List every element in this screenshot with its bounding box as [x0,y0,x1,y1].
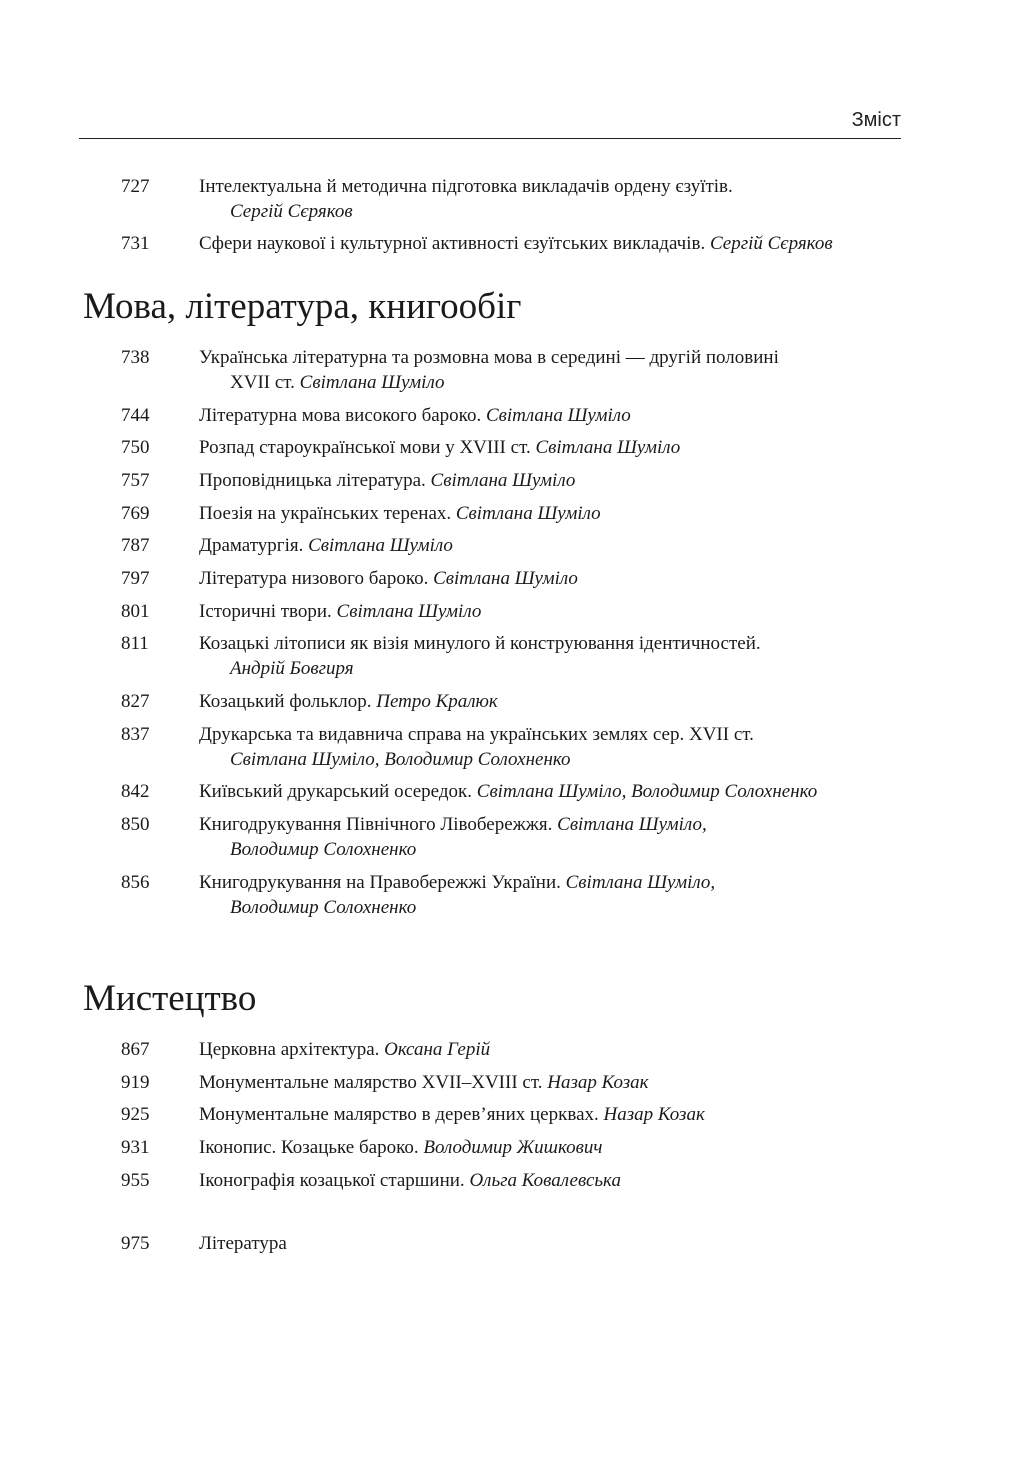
entry-title: Монументальне малярство в дерев’яних церквах. [199,1104,599,1125]
page-number: 769 [121,503,150,524]
section-title: Мова, література, книгообіг [83,286,522,327]
page-number: 931 [121,1137,150,1158]
entry-title: Церковна архітектура. [199,1039,380,1060]
entry-title: Історичні твори. [199,601,332,622]
entry-author: Сергій Сєряков [709,233,833,254]
entry-title: Література низового бароко. [199,568,429,589]
entry-title: Проповідницька література. [199,470,426,491]
page-number: 801 [121,601,150,622]
section-title: Мистецтво [83,978,257,1019]
entry-author: Світлана Шуміло [433,568,578,589]
entry-title: Монументальне малярство XVII–XVIII ст. [199,1072,543,1093]
entry-title: Драматургія. [199,535,304,556]
entry-title-continuation: XVII ст. [230,372,295,393]
entry-title: Розпад староукраїнської мови у XVIII ст. [199,437,531,458]
entry-author: Назар Козак [547,1072,649,1093]
entry-title: Іконографія козацької старшини. [199,1170,465,1191]
entry-title: Літературна мова високого бароко. [199,405,482,426]
entry-author: Петро Кралюк [376,691,498,712]
page-number: 842 [121,781,150,802]
page-number: 856 [121,872,150,893]
running-head [79,106,901,139]
entry-author: Світлана Шуміло [455,503,601,524]
entry-author: Світлана Шуміло [308,535,453,556]
page-number: 744 [121,405,150,426]
entry-author: Світлана Шуміло, [565,872,716,893]
entry-author: Світлана Шуміло, [557,814,707,835]
page-number: 850 [121,814,150,835]
entry-title: Іконопис. Козацьке бароко. [199,1137,419,1158]
entry-title: Українська літературна та розмовна мова в середині — другій половині [199,347,779,368]
entry-title: Козацькі літописи як візія минулого й конструювання ідентичностей. [199,633,761,654]
entry-author: Андрій Бовгиря [230,658,354,679]
entry-title: Поезія на українських теренах. [199,503,452,524]
running-head-title: Зміст [851,109,901,131]
entry-author: Світлана Шуміло, Володимир Солохненко [230,749,571,770]
page-number: 738 [121,347,150,368]
page-number: 731 [121,233,150,254]
entry-title: Козацький фольклор. [199,691,372,712]
entry-author: Володимир Жишкович [423,1137,603,1158]
page-number: 837 [121,724,150,745]
entry-author: Світлана Шуміло, Володимир Солохненко [476,781,818,802]
page-number: 867 [121,1039,150,1060]
entry-title: Друкарська та видавнича справа на українських землях сер. XVII ст. [199,724,754,745]
page-number: 787 [121,535,150,556]
entry-title: Інтелектуальна й методична підготовка викладачів ордену єзуїтів. [199,176,733,197]
page-number: 955 [121,1170,150,1191]
page-number: 797 [121,568,150,589]
page-number: 919 [121,1072,150,1093]
page-number: 975 [121,1233,150,1254]
entry-author: Світлана Шуміло [485,405,631,426]
entry-title: Література [199,1233,287,1254]
entry-author: Світлана Шуміло [336,601,482,622]
page-number: 750 [121,437,150,458]
entry-author: Світлана Шуміло [299,372,445,393]
page-number: 925 [121,1104,150,1125]
entry-title: Київський друкарський осередок. [199,781,473,802]
entry-title: Сфери наукової і культурної активності єзуїтських викладачів. [199,233,706,254]
entry-author: Світлана Шуміло [535,437,681,458]
page-number: 727 [121,176,150,197]
page-number: 811 [121,633,149,654]
entry-author: Оксана Герій [384,1039,491,1060]
entry-author: Назар Козак [603,1104,705,1125]
entry-author: Сергій Сєряков [230,201,353,222]
entry-title: Книгодрукування на Правобережжі України. [199,872,561,893]
page-number: 827 [121,691,150,712]
entry-author-continuation: Володимир Солохненко [230,839,417,860]
entry-title: Книгодрукування Північного Лівобережжя. [199,814,553,835]
entry-author: Світлана Шуміло [430,470,576,491]
entry-author-continuation: Володимир Солохненко [230,897,417,918]
page-number: 757 [121,470,150,491]
entry-author: Ольга Ковалевська [469,1170,621,1191]
